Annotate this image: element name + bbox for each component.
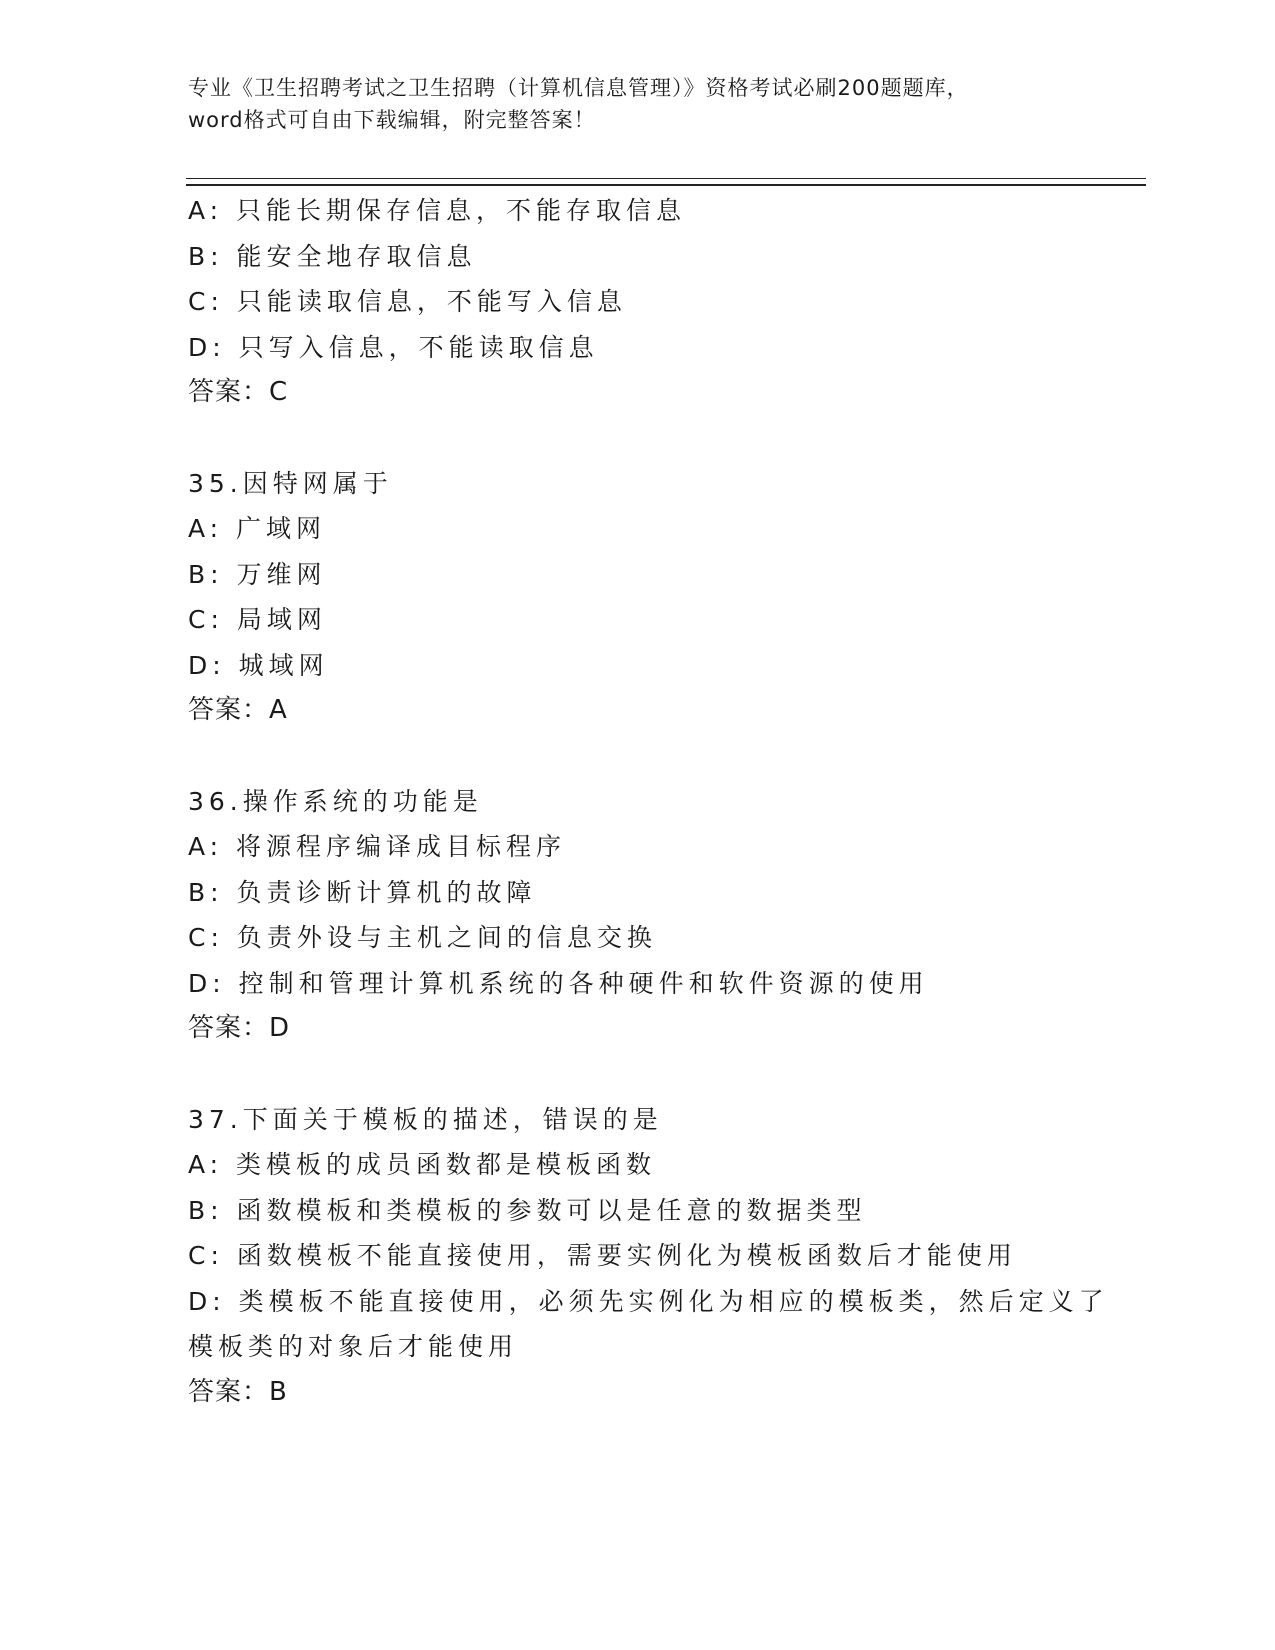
question-text: 36.操作系统的功能是 <box>188 786 483 816</box>
question-gap <box>188 734 1138 779</box>
header-title-line1: 专业《卫生招聘考试之卫生招聘（计算机信息管理）》资格考试必刷200题题库， <box>188 76 969 100</box>
question-gap <box>188 1052 1138 1097</box>
option-c: C: 函数模板不能直接使用，需要实例化为模板函数后才能使用 <box>188 1241 1017 1270</box>
answer: 答案：B <box>188 1376 288 1407</box>
option-d: D: 类模板不能直接使用，必须先实例化为相应的模板类，然后定义了 <box>188 1286 1109 1316</box>
header-divider <box>186 178 1146 186</box>
question-list <box>188 188 1138 1415</box>
question-34 <box>188 188 1138 416</box>
option-c: C: 负责外设与主机之间的信息交换 <box>188 923 657 952</box>
option-a: A: 广域网 <box>188 514 327 543</box>
question-text: 37.下面关于模板的描述，错误的是 <box>188 1104 663 1134</box>
question-text: 35.因特网属于 <box>188 468 393 498</box>
question-35 <box>188 461 1138 734</box>
page-header <box>188 72 1088 136</box>
question-gap <box>188 416 1138 461</box>
option-a: A: 只能长期保存信息，不能存取信息 <box>188 196 687 225</box>
question-37 <box>188 1097 1138 1416</box>
answer: 答案：D <box>188 1013 291 1043</box>
option-d: D: 只写入信息，不能读取信息 <box>188 332 599 362</box>
option-a: A: 将源程序编译成目标程序 <box>188 832 567 861</box>
question-36 <box>188 779 1138 1052</box>
option-c: C: 局域网 <box>188 605 327 634</box>
option-b: B: 负责诊断计算机的故障 <box>188 877 537 907</box>
option-d: D: 城域网 <box>188 650 329 680</box>
option-c: C: 只能读取信息，不能写入信息 <box>188 287 627 316</box>
header-title-line2: word格式可自由下载编辑，附完整答案！ <box>188 108 596 132</box>
option-d: D: 控制和管理计算机系统的各种硬件和软件资源的使用 <box>188 968 929 998</box>
answer: 答案：C <box>188 377 289 407</box>
option-a: A: 类模板的成员函数都是模板函数 <box>188 1150 657 1179</box>
option-b: B: 万维网 <box>188 559 327 589</box>
option-d-continued: 模板类的对象后才能使用 <box>188 1332 519 1361</box>
option-b: B: 函数模板和类模板的参数可以是任意的数据类型 <box>188 1195 867 1225</box>
option-b: B: 能安全地存取信息 <box>188 241 477 271</box>
answer: 答案：A <box>188 695 288 725</box>
